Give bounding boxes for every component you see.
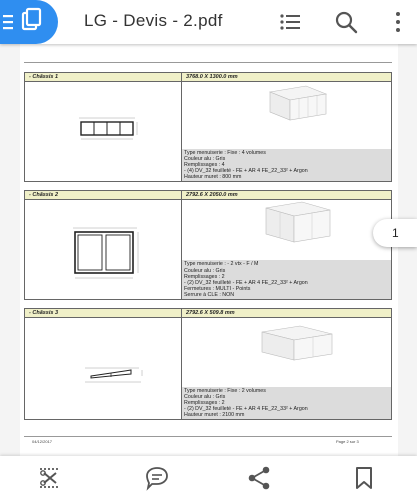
search-icon <box>334 10 358 34</box>
share-button[interactable] <box>245 464 273 492</box>
chassis-3d-preview <box>182 200 391 250</box>
chassis-dimensions: 3768.0 X 1300.0 mm <box>182 73 391 82</box>
chassis-block <box>24 72 392 182</box>
pdf-page[interactable] <box>20 38 398 456</box>
edit-tools-button[interactable] <box>36 464 64 492</box>
app-bar <box>0 0 417 44</box>
bookmark-icon <box>350 464 378 492</box>
page-number-badge[interactable]: 1 <box>373 219 417 247</box>
chassis-dimensions: 2792.6 X 2050.0 mm <box>182 191 391 200</box>
chassis-drawing <box>25 200 182 299</box>
chassis-dimensions: 2792.6 X 509.8 mm <box>182 309 391 318</box>
chassis-drawing <box>25 318 182 419</box>
more-options-button[interactable] <box>376 0 417 44</box>
page-number-footer: Page 2 sur 3 <box>336 439 359 444</box>
chassis-specs: Type menuiserie : - 2 vtx - F / M Couleur alu : Gris Remplissages : 2 - (2) DV_32 feuilleté - FE + AR 4 FE_22_33² + Argon Fermetures : MULTI - Points Serrure à CLE : NON <box>182 260 391 299</box>
chassis-name: - Châssis 2 <box>25 191 182 200</box>
page-divider-top <box>24 62 392 63</box>
chassis-3d-preview <box>182 82 391 132</box>
chassis-block <box>24 308 392 420</box>
share-icon <box>245 464 273 492</box>
more-vert-icon <box>386 10 410 34</box>
comment-button[interactable] <box>143 464 171 492</box>
chassis-name: - Châssis 1 <box>25 73 182 82</box>
bottom-toolbar <box>0 456 417 500</box>
document-title: LG - Devis - 2.pdf <box>84 11 223 30</box>
comment-icon <box>143 464 171 492</box>
outline-list-button[interactable] <box>269 0 313 44</box>
search-button[interactable] <box>324 0 368 44</box>
page-date-footer: 04/12/2017 <box>32 439 53 444</box>
chassis-block <box>24 190 392 300</box>
chassis-specs: Type menuiserie : Fixe : 2 volumes Couleur alu : Gris Remplissages : 2 - (2) DV_32 feuilleté - FE + AR 4 FE_22_33² + Argon Hauteur muret : 2100 mm <box>182 387 391 419</box>
edit-tools-icon <box>36 464 64 492</box>
menu-button[interactable] <box>0 0 58 44</box>
chassis-specs: Type menuiserie : Fixe : 4 volumes Couleur alu : Gris Remplissages : 4 - (4) DV_32 feuilleté - FE + AR 4 FE_22_33² + Argon Hauteur muret : 800 mm <box>182 149 391 181</box>
chassis-name: - Châssis 3 <box>25 309 182 318</box>
chassis-3d-preview <box>182 318 391 368</box>
bookmark-button[interactable] <box>350 464 378 492</box>
list-icon <box>279 10 303 34</box>
page-divider-bottom <box>24 436 392 437</box>
copy-pages-icon <box>0 0 58 44</box>
chassis-drawing <box>25 82 182 181</box>
